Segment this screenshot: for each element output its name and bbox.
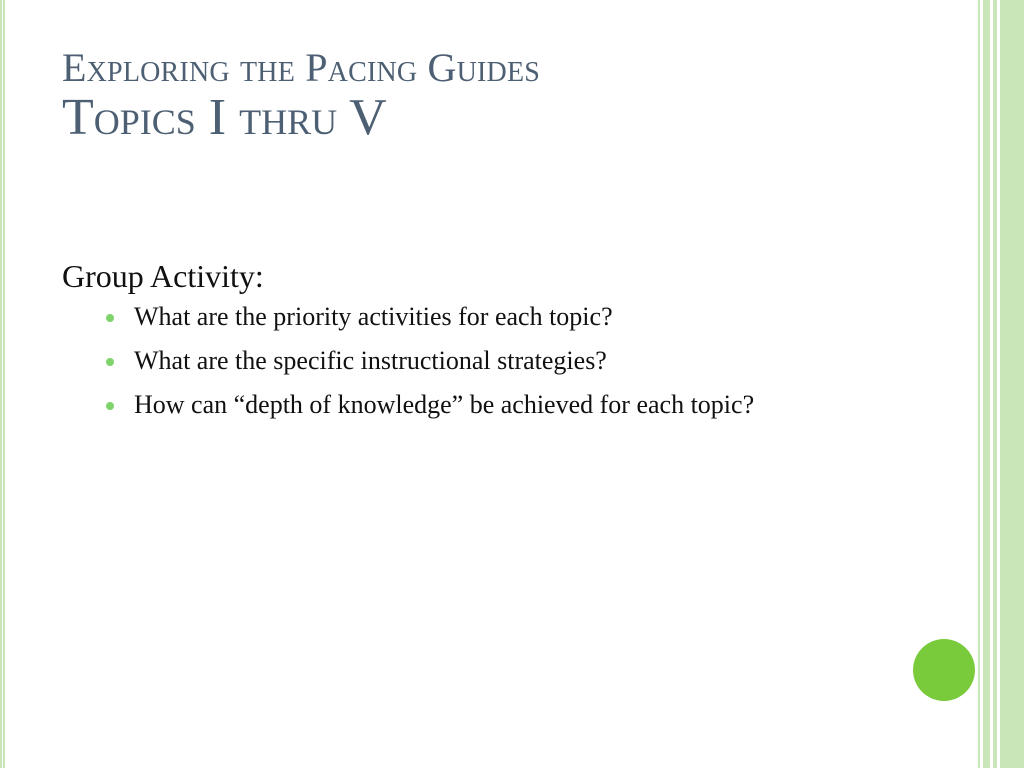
slide-title xyxy=(62,45,942,146)
left-stripe xyxy=(3,0,5,768)
title-line-1: Exploring the Pacing Guides xyxy=(62,45,541,90)
title-line-2: Topics I thru V xyxy=(62,89,387,146)
bullet-dot-icon xyxy=(106,358,114,366)
bullet-item xyxy=(106,302,942,332)
left-border-stripes xyxy=(0,0,5,768)
bullet-list xyxy=(62,302,942,420)
bullet-text: What are the specific instructional strategies? xyxy=(134,346,607,375)
right-stripe xyxy=(1000,0,1024,768)
bullet-dot-icon xyxy=(106,314,114,322)
right-border-stripes xyxy=(978,0,1024,768)
green-circle-icon xyxy=(913,639,975,701)
bullet-text: What are the priority activities for each topic? xyxy=(134,302,613,331)
slide-content xyxy=(62,256,942,434)
bullet-dot-icon xyxy=(106,402,114,410)
bullet-item xyxy=(106,390,942,420)
bullet-item xyxy=(106,346,942,376)
content-heading: Group Activity: xyxy=(62,258,264,294)
bullet-text: How can “depth of knowledge” be achieved for each topic? xyxy=(134,390,755,419)
right-stripe xyxy=(983,0,990,768)
